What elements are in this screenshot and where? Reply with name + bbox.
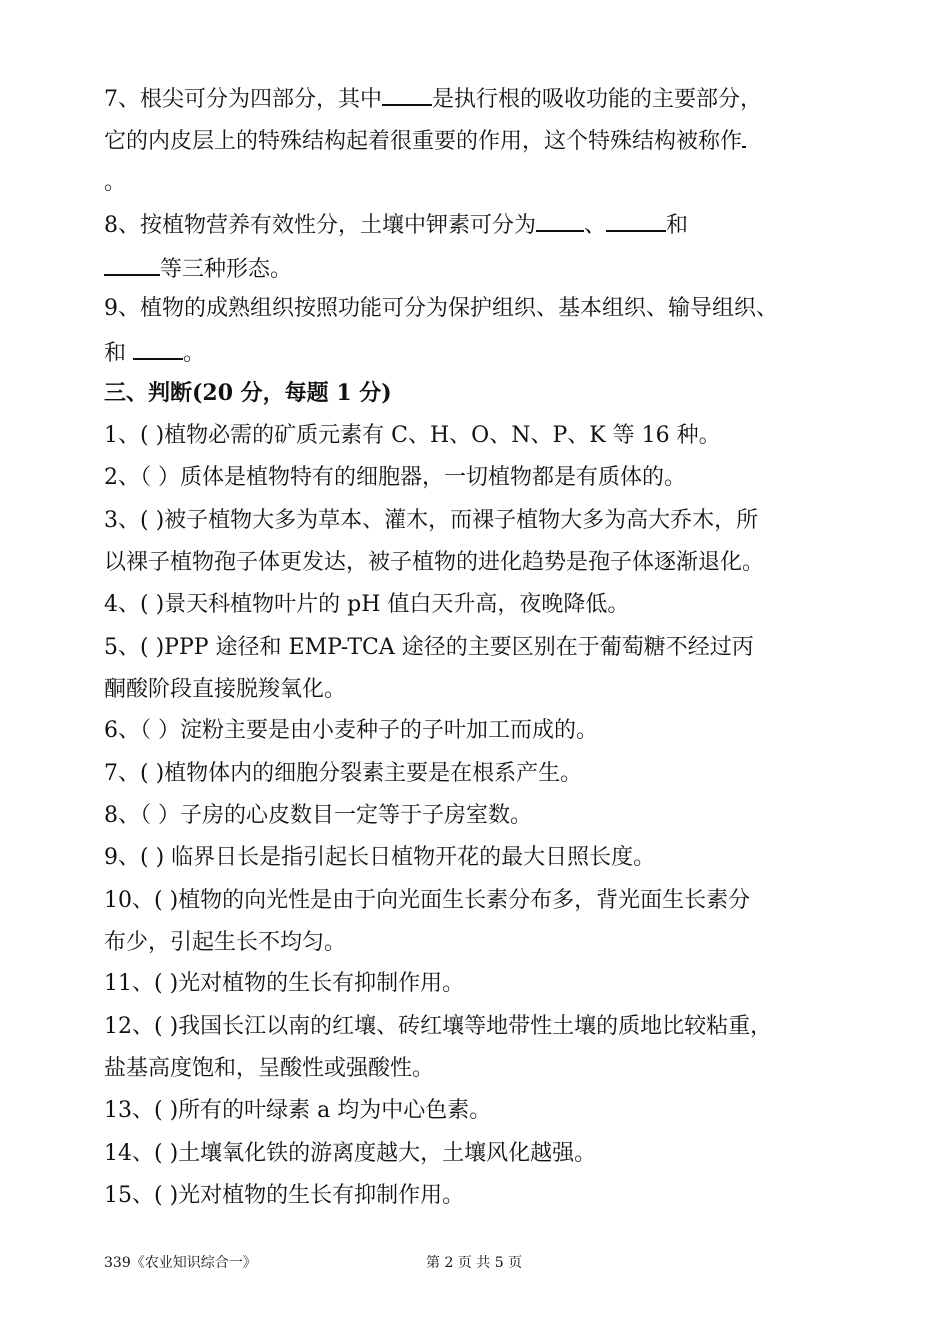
judge-line: 3、( )被子植物大多为草本、灌木，而裸子植物大多为高大乔木，所 [104,508,759,533]
judge-line: 12、( )我国长江以南的红壤、砖红壤等地带性土壤的质地比较粘重， [104,1014,773,1039]
judge-line: 15、( )光对植物的生长有抑制作用。 [104,1183,465,1208]
q9-text-c: 。 [183,341,206,366]
q7-line1 [104,82,864,115]
footer-course: 339《农业知识综合一》 [104,1255,257,1271]
judge-line: 盐基高度饱和，呈酸性或强酸性。 [104,1056,435,1081]
q7-line2 [104,124,864,157]
q7-text-b: 是执行根的吸收功能的主要部分， [432,87,763,112]
q9-blank [133,336,183,360]
q8-and: 和 [666,213,689,238]
judge-line: 14、( )土壤氧化铁的游离度越大，土壤风化越强。 [104,1141,597,1166]
judge-line: 8、（ ）子房的心皮数目一定等于子房室数。 [104,803,532,828]
judge-line: 10、( )植物的向光性是由于向光面生长素分布多，背光面生长素分 [104,888,751,913]
footer-page-number: 第 2 页 共 5 页 [426,1255,523,1271]
q7-text-d: 。 [104,170,127,195]
q8-text-b: 等三种形态。 [160,257,293,282]
q7-text-a: 7、根尖可分为四部分，其中 [104,87,382,112]
q7-blank-1 [382,82,432,106]
judge-line: 13、( )所有的叶绿素 a 均为中心色素。 [104,1098,492,1123]
judge-line: 4、( )景天科植物叶片的 pH 值白天升高，夜晚降低。 [104,592,630,617]
q8-blank-1 [536,208,584,232]
q8-line1 [104,208,864,241]
q9-text-b: 和 [104,341,127,366]
q9-line2 [104,336,864,369]
judge-line: 11、( )光对植物的生长有抑制作用。 [104,971,465,996]
q8-text-a: 8、按植物营养有效性分，土壤中钾素可分为 [104,213,536,238]
q7-line3 [104,168,864,198]
section-3-heading: 三、判断(20 分，每题 1 分) [104,380,392,406]
q8-blank-3 [104,252,160,276]
judge-line: 7、( )植物体内的细胞分裂素主要是在根系产生。 [104,761,583,786]
q9-text-a: 9、植物的成熟组织按照功能可分为保护组织、基本组织、输导组织、 [104,296,778,321]
judge-line: 2、（ ）质体是植物特有的细胞器，一切植物都是有质体的。 [104,465,686,490]
judge-line: 以裸子植物孢子体更发达，被子植物的进化趋势是孢子体逐渐退化。 [104,550,765,575]
q9-line1 [104,294,864,324]
judge-line: 6、（ ）淀粉主要是由小麦种子的子叶加工而成的。 [104,718,598,743]
q8-blank-2 [606,208,666,232]
judge-line: 布少，引起生长不均匀。 [104,930,347,955]
judge-line: 酮酸阶段直接脱羧氧化。 [104,677,347,702]
judge-line: 9、( ) 临界日长是指引起长日植物开花的最大日照长度。 [104,845,656,870]
q7-blank-2 [742,124,746,148]
judge-line: 1、( )植物必需的矿质元素有 C、H、O、N、P、K 等 16 种。 [104,423,721,448]
q8-separator: 、 [584,213,607,238]
judge-line: 5、( )PPP 途径和 EMP-TCA 途径的主要区别在于葡萄糖不经过丙 [104,635,754,660]
q7-text-c: 它的内皮层上的特殊结构起着很重要的作用，这个特殊结构被称作 [104,129,743,154]
q8-line2 [104,252,864,285]
